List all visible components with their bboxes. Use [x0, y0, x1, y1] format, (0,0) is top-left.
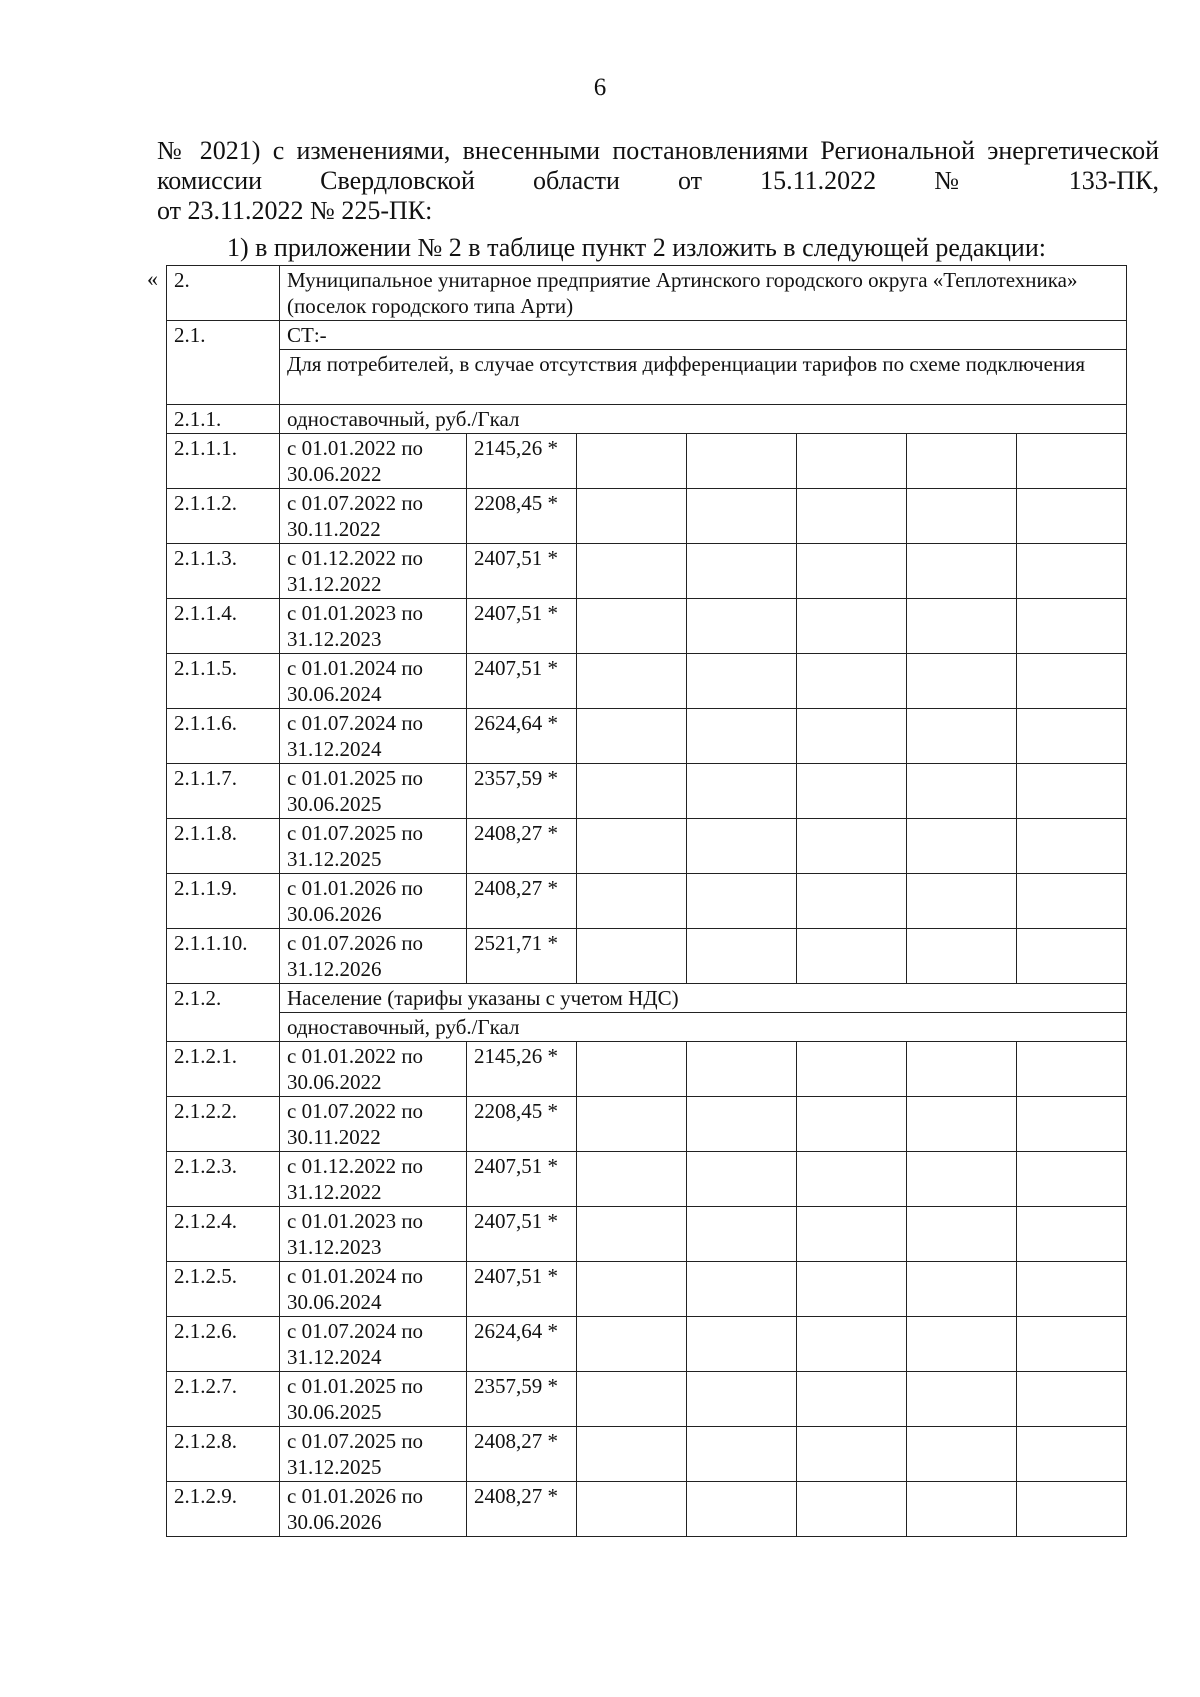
group2-sublabel-row	[167, 1013, 1127, 1042]
table-row	[167, 764, 1127, 819]
row-period: с 01.07.2024 по 31.12.2024	[280, 1317, 467, 1372]
empty-cell	[687, 1317, 797, 1372]
empty-cell	[687, 1042, 797, 1097]
empty-cell	[797, 764, 907, 819]
row-num: 2.1.1.10.	[167, 929, 280, 984]
table-row	[167, 599, 1127, 654]
empty-cell	[797, 544, 907, 599]
row-period: с 01.01.2026 по 30.06.2026	[280, 874, 467, 929]
empty-cell	[907, 654, 1017, 709]
empty-cell	[797, 1262, 907, 1317]
row-period: с 01.01.2024 по 30.06.2024	[280, 654, 467, 709]
group2-num: 2.1.2.	[167, 984, 280, 1042]
row-value: 2407,51 *	[467, 1262, 577, 1317]
empty-cell	[577, 1317, 687, 1372]
ct-row	[167, 321, 1127, 350]
empty-cell	[797, 1482, 907, 1537]
empty-cell	[907, 1262, 1017, 1317]
empty-cell	[577, 1262, 687, 1317]
empty-cell	[577, 654, 687, 709]
row-num: 2.1.2.6.	[167, 1317, 280, 1372]
empty-cell	[687, 1152, 797, 1207]
empty-cell	[797, 1152, 907, 1207]
empty-cell	[907, 1152, 1017, 1207]
empty-cell	[907, 489, 1017, 544]
consumers-note-row	[167, 350, 1127, 405]
table-row	[167, 1097, 1127, 1152]
empty-cell	[1017, 874, 1127, 929]
empty-cell	[797, 434, 907, 489]
table-row	[167, 1152, 1127, 1207]
row-period: с 01.07.2022 по 30.11.2022	[280, 1097, 467, 1152]
empty-cell	[1017, 1152, 1127, 1207]
group2-sublabel: одноставочный, руб./Гкал	[280, 1013, 1127, 1042]
row-period: с 01.07.2024 по 31.12.2024	[280, 709, 467, 764]
row-period: с 01.01.2024 по 30.06.2024	[280, 1262, 467, 1317]
empty-cell	[1017, 1317, 1127, 1372]
empty-cell	[907, 434, 1017, 489]
row-num: 2.1.1.5.	[167, 654, 280, 709]
page-number: 6	[593, 74, 607, 101]
empty-cell	[1017, 1042, 1127, 1097]
ct-num: 2.1.	[167, 321, 280, 405]
row-num: 2.1.2.8.	[167, 1427, 280, 1482]
row-period: с 01.12.2022 по 31.12.2022	[280, 544, 467, 599]
empty-cell	[797, 1372, 907, 1427]
row-num: 2.1.2.9.	[167, 1482, 280, 1537]
row-value: 2145,26 *	[467, 434, 577, 489]
row-period: с 01.01.2023 по 31.12.2023	[280, 599, 467, 654]
empty-cell	[577, 599, 687, 654]
table-row	[167, 709, 1127, 764]
row-num: 2.1.2.2.	[167, 1097, 280, 1152]
empty-cell	[907, 1097, 1017, 1152]
table-row	[167, 544, 1127, 599]
empty-cell	[687, 434, 797, 489]
row-value: 2408,27 *	[467, 874, 577, 929]
empty-cell	[1017, 929, 1127, 984]
row-value: 2624,64 *	[467, 709, 577, 764]
empty-cell	[687, 1427, 797, 1482]
empty-cell	[687, 1207, 797, 1262]
table-row	[167, 434, 1127, 489]
row-num: 2.1.1.6.	[167, 709, 280, 764]
empty-cell	[797, 1317, 907, 1372]
empty-cell	[907, 599, 1017, 654]
group1-header-row	[167, 405, 1127, 434]
row-value: 2407,51 *	[467, 544, 577, 599]
table-row	[167, 1372, 1127, 1427]
empty-cell	[797, 1097, 907, 1152]
empty-cell	[577, 874, 687, 929]
org-name: Муниципальное унитарное предприятие Артинского городского округа «Теплотехника» (поселок городского типа Арти)	[280, 266, 1127, 321]
empty-cell	[1017, 434, 1127, 489]
row-period: с 01.01.2026 по 30.06.2026	[280, 1482, 467, 1537]
table-row	[167, 1262, 1127, 1317]
consumers-note: Для потребителей, в случае отсутствия дифференциации тарифов по схеме подключения	[280, 350, 1127, 405]
org-num: 2.	[167, 266, 280, 321]
row-value: 2407,51 *	[467, 599, 577, 654]
row-num: 2.1.1.4.	[167, 599, 280, 654]
empty-cell	[577, 764, 687, 819]
row-value: 2407,51 *	[467, 1152, 577, 1207]
group1-num: 2.1.1.	[167, 405, 280, 434]
empty-cell	[687, 874, 797, 929]
empty-cell	[1017, 819, 1127, 874]
row-period: с 01.07.2022 по 30.11.2022	[280, 489, 467, 544]
group1-label: одноставочный, руб./Гкал	[280, 405, 1127, 434]
empty-cell	[577, 489, 687, 544]
empty-cell	[1017, 764, 1127, 819]
empty-cell	[907, 1042, 1017, 1097]
table-row	[167, 819, 1127, 874]
table-row	[167, 1207, 1127, 1262]
row-num: 2.1.2.3.	[167, 1152, 280, 1207]
row-value: 2407,51 *	[467, 1207, 577, 1262]
row-num: 2.1.2.1.	[167, 1042, 280, 1097]
empty-cell	[797, 1427, 907, 1482]
instruction-text: 1) в приложении № 2 в таблице пункт 2 изложить в следующей редакции:	[227, 233, 1046, 262]
row-period: с 01.01.2022 по 30.06.2022	[280, 434, 467, 489]
row-value: 2357,59 *	[467, 1372, 577, 1427]
empty-cell	[797, 874, 907, 929]
empty-cell	[797, 709, 907, 764]
row-period: с 01.07.2026 по 31.12.2026	[280, 929, 467, 984]
empty-cell	[687, 599, 797, 654]
row-value: 2521,71 *	[467, 929, 577, 984]
empty-cell	[687, 709, 797, 764]
empty-cell	[687, 1097, 797, 1152]
intro-line-2: от 23.11.2022 № 225-ПК:	[157, 196, 433, 225]
intro-paragraph	[157, 136, 1159, 226]
table-row	[167, 874, 1127, 929]
empty-cell	[1017, 654, 1127, 709]
table-row	[167, 1427, 1127, 1482]
table-row	[167, 1042, 1127, 1097]
empty-cell	[1017, 599, 1127, 654]
row-value: 2407,51 *	[467, 654, 577, 709]
empty-cell	[1017, 1372, 1127, 1427]
empty-cell	[687, 544, 797, 599]
empty-cell	[1017, 1262, 1127, 1317]
empty-cell	[577, 929, 687, 984]
table-row	[167, 489, 1127, 544]
row-period: с 01.01.2025 по 30.06.2025	[280, 764, 467, 819]
row-value: 2208,45 *	[467, 489, 577, 544]
tariff-table-body	[167, 266, 1127, 1537]
empty-cell	[907, 544, 1017, 599]
group2-label: Население (тарифы указаны с учетом НДС)	[280, 984, 1127, 1013]
row-period: с 01.07.2025 по 31.12.2025	[280, 819, 467, 874]
empty-cell	[907, 1372, 1017, 1427]
table-row	[167, 654, 1127, 709]
row-value: 2208,45 *	[467, 1097, 577, 1152]
table-row	[167, 1482, 1127, 1537]
empty-cell	[577, 434, 687, 489]
row-value: 2145,26 *	[467, 1042, 577, 1097]
row-num: 2.1.1.1.	[167, 434, 280, 489]
empty-cell	[577, 1042, 687, 1097]
table-row	[167, 929, 1127, 984]
empty-cell	[687, 1372, 797, 1427]
row-num: 2.1.2.4.	[167, 1207, 280, 1262]
row-period: с 01.12.2022 по 31.12.2022	[280, 1152, 467, 1207]
table-row	[167, 1317, 1127, 1372]
empty-cell	[907, 1317, 1017, 1372]
row-num: 2.1.2.7.	[167, 1372, 280, 1427]
row-num: 2.1.1.7.	[167, 764, 280, 819]
empty-cell	[907, 709, 1017, 764]
row-period: с 01.01.2025 по 30.06.2025	[280, 1372, 467, 1427]
tariff-table	[166, 265, 1127, 1537]
row-num: 2.1.1.2.	[167, 489, 280, 544]
empty-cell	[907, 929, 1017, 984]
empty-cell	[1017, 1207, 1127, 1262]
empty-cell	[797, 599, 907, 654]
row-value: 2408,27 *	[467, 819, 577, 874]
empty-cell	[797, 929, 907, 984]
empty-cell	[577, 709, 687, 764]
empty-cell	[577, 1152, 687, 1207]
row-value: 2357,59 *	[467, 764, 577, 819]
empty-cell	[1017, 1482, 1127, 1537]
empty-cell	[797, 1042, 907, 1097]
empty-cell	[797, 489, 907, 544]
empty-cell	[1017, 709, 1127, 764]
row-value: 2408,27 *	[467, 1427, 577, 1482]
empty-cell	[577, 1372, 687, 1427]
empty-cell	[797, 654, 907, 709]
empty-cell	[687, 489, 797, 544]
row-num: 2.1.1.3.	[167, 544, 280, 599]
row-value: 2408,27 *	[467, 1482, 577, 1537]
empty-cell	[577, 1427, 687, 1482]
empty-cell	[907, 764, 1017, 819]
empty-cell	[687, 764, 797, 819]
row-period: с 01.01.2022 по 30.06.2022	[280, 1042, 467, 1097]
empty-cell	[907, 874, 1017, 929]
empty-cell	[687, 929, 797, 984]
group2-header-row	[167, 984, 1127, 1013]
empty-cell	[907, 1482, 1017, 1537]
empty-cell	[687, 654, 797, 709]
row-period: с 01.01.2023 по 31.12.2023	[280, 1207, 467, 1262]
row-num: 2.1.2.5.	[167, 1262, 280, 1317]
row-value: 2624,64 *	[467, 1317, 577, 1372]
empty-cell	[797, 1207, 907, 1262]
empty-cell	[907, 1207, 1017, 1262]
empty-cell	[687, 819, 797, 874]
ct-label: СТ:-	[280, 321, 1127, 350]
opening-quote: «	[147, 266, 158, 291]
org-row	[167, 266, 1127, 321]
empty-cell	[1017, 544, 1127, 599]
row-period: с 01.07.2025 по 31.12.2025	[280, 1427, 467, 1482]
empty-cell	[1017, 1427, 1127, 1482]
empty-cell	[577, 1097, 687, 1152]
intro-line-1: № 2021) с изменениями, внесенными постановлениями Региональной энергетической комиссии Свердловской области от 15.11.2022 № 133-ПК,	[157, 136, 1159, 195]
empty-cell	[687, 1262, 797, 1317]
empty-cell	[687, 1482, 797, 1537]
row-num: 2.1.1.8.	[167, 819, 280, 874]
empty-cell	[577, 1482, 687, 1537]
empty-cell	[577, 1207, 687, 1262]
row-num: 2.1.1.9.	[167, 874, 280, 929]
empty-cell	[577, 544, 687, 599]
empty-cell	[1017, 489, 1127, 544]
empty-cell	[577, 819, 687, 874]
empty-cell	[907, 1427, 1017, 1482]
empty-cell	[907, 819, 1017, 874]
empty-cell	[1017, 1097, 1127, 1152]
empty-cell	[797, 819, 907, 874]
